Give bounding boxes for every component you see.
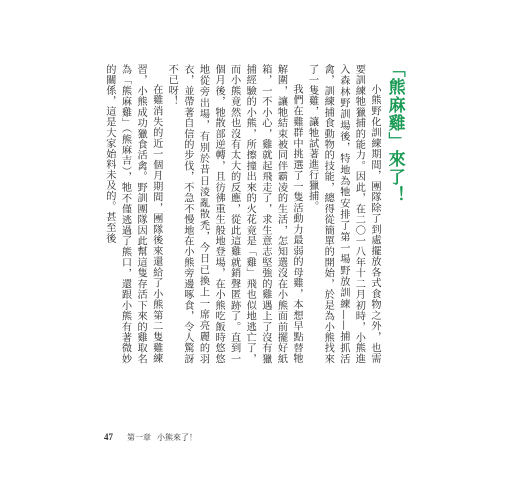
paragraph-2: 我們在雞群中挑選了一隻活動力最弱的母雞，本想早點替牠解圍，讓牠結束被同伴霸凌的生活，怎知選沒在小熊面前擺好紙箱，一不小心，雞就起飛走了，求生意志堅強的雞遇上了沒有獵捕經驗的小熊，所擦撞出來的火花竟是「雞」飛也似地逃亡了，而小熊竟然也沒有太大的反應，從此這雞就銷聲匿跡了。直到一個月後，牠散部逆轉，且彷彿重生般地登場，在小熊吃飯時悠悠地從旁出場，有別於昔日淩亂散禿，今日已換上一席亮麗的羽衣，並帶著自信的步伐，不急不慢地在小熊旁邊啄食，令人驚訝不已呀！	[166, 64, 303, 364]
paragraph-3: 在雞消失的近一個月期間，團隊後來還給了小熊第二隻雞練習，小熊成功獵食活禽。野訓團隊因此幫這隻存活下來的雞取名為「熊麻雞」（熊麻吉），牠不僅逃過了熊口，還跟小熊有著微妙的關係，這是大家始料未及的。甚至後	[103, 64, 162, 364]
heading-name: 熊麻雞	[384, 78, 405, 132]
heading-close-quote: 」	[384, 132, 405, 150]
heading-tail: 來了！	[384, 150, 405, 204]
chapter-label: 第一章	[127, 433, 151, 442]
paragraph-1: 小熊野化訓練期間，團隊除了到處擺放各式食物之外，也需要訓練牠獵捕的能力。因此，在二〇一八年十二月初時，小熊進入森林野訓場後，特地為牠安排了第一場野放訓練——捕抓活禽，訓練捕食動物的技能，總得從簡單的開始，於是為小熊找來了一隻雞，讓牠試著進行獵捕。	[306, 64, 380, 364]
body-text	[101, 64, 382, 364]
heading-open-quote: 「	[384, 60, 405, 78]
book-page	[104, 60, 416, 443]
chapter-title: 小熊來了！	[157, 433, 197, 442]
page-footer	[104, 432, 197, 443]
section-heading	[385, 60, 405, 204]
page-number: 47	[104, 432, 113, 442]
